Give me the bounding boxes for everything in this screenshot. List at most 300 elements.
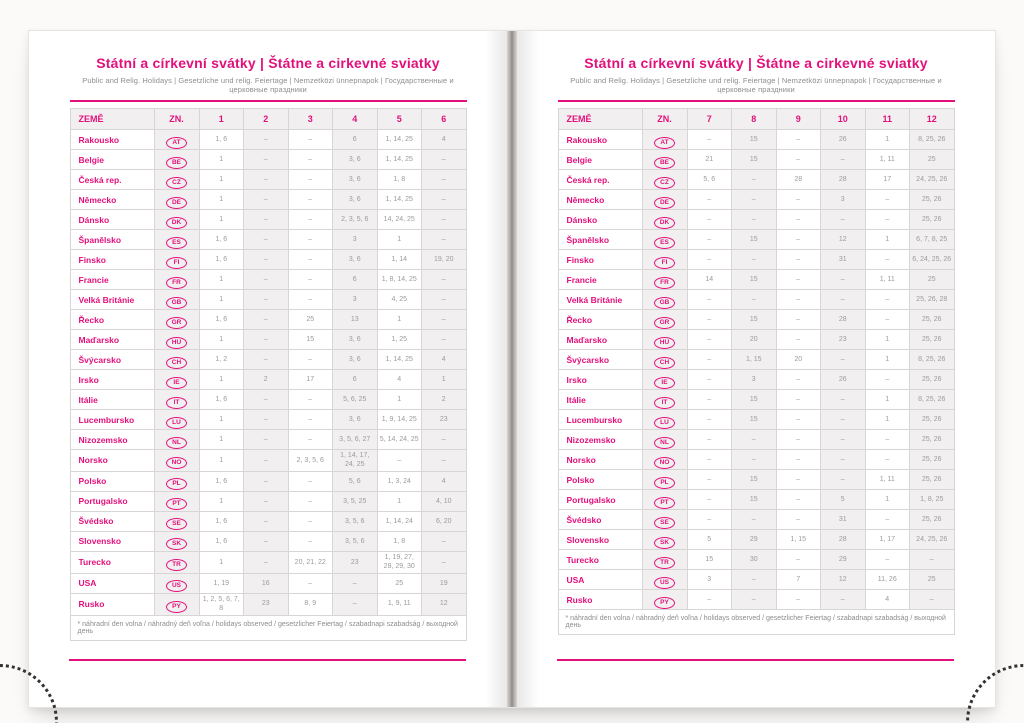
holiday-days-cell: – [687,430,732,450]
footnote-row [558,610,954,635]
holiday-days-cell: 25 [910,150,955,170]
holiday-days-cell: – [687,350,732,370]
holiday-days-cell: 1, 19, 27, 28, 29, 30 [377,551,422,573]
country-code-badge: GB [654,297,675,309]
holiday-days-cell: – [422,450,467,472]
holiday-days-cell: – [865,370,910,390]
code-cell [154,310,199,330]
country-cell: Řecko [558,310,642,330]
country-code-badge: US [166,580,187,592]
holiday-days-cell: – [732,590,777,610]
holiday-days-cell: 1, 14, 24 [377,511,422,531]
table-row [558,490,954,510]
code-cell [154,250,199,270]
country-code-badge: CZ [654,177,675,189]
holiday-days-cell: 15 [732,230,777,250]
holiday-days-cell: 4 [422,130,467,150]
country-code-badge: TR [654,557,675,569]
country-code-badge: BE [654,157,675,169]
table-row [70,310,466,330]
holiday-days-cell: 1, 6 [199,310,244,330]
table-row [558,270,954,290]
code-cell [154,531,199,551]
holiday-days-cell: – [244,511,289,531]
code-cell [642,270,687,290]
holiday-days-cell: – [821,290,866,310]
holiday-days-cell: – [687,210,732,230]
code-cell [642,190,687,210]
code-cell [642,350,687,370]
holiday-days-cell: 1, 6 [199,511,244,531]
country-cell: Řecko [70,310,154,330]
column-header: 5 [377,109,422,130]
table-row [70,410,466,430]
code-cell [642,390,687,410]
country-code-badge: NO [654,457,675,469]
holiday-days-cell: – [244,491,289,511]
country-code-badge: LU [654,417,675,429]
table-row [70,190,466,210]
table-row [70,511,466,531]
code-cell [154,390,199,410]
holiday-days-cell: 29 [732,530,777,550]
holiday-days-cell: – [776,190,821,210]
holiday-table [558,108,955,635]
holiday-days-cell: 1, 6 [199,390,244,410]
country-cell: Francie [70,270,154,290]
holiday-days-cell: – [288,471,333,491]
country-code-badge: SE [166,518,187,530]
code-cell [154,430,199,450]
country-cell: Belgie [70,150,154,170]
table-row [70,130,466,150]
holiday-days-cell: – [776,130,821,150]
holiday-days-cell: 8, 25, 26 [910,130,955,150]
table-row [70,270,466,290]
holiday-days-cell: 28 [821,530,866,550]
holiday-days-cell: 2 [422,390,467,410]
holiday-days-cell: 5, 6 [333,471,378,491]
holiday-days-cell: 6 [333,370,378,390]
holiday-days-cell: – [821,350,866,370]
country-cell: Rakousko [558,130,642,150]
holiday-days-cell: 6, 24, 25, 26 [910,250,955,270]
holiday-days-cell: – [244,230,289,250]
holiday-days-cell: 26 [821,130,866,150]
holiday-days-cell: – [821,590,866,610]
holiday-days-cell: 25, 26 [910,410,955,430]
country-code-badge: ES [654,237,675,249]
holiday-days-cell: 3 [333,230,378,250]
table-row [558,350,954,370]
table-row [70,150,466,170]
holiday-days-cell: – [821,390,866,410]
column-header: ZEMĚ [70,109,154,130]
country-code-badge: CH [654,357,675,369]
holiday-days-cell: – [288,130,333,150]
country-cell: Itálie [558,390,642,410]
holiday-days-cell: 1 [199,450,244,472]
country-code-badge: CZ [166,177,187,189]
holiday-days-cell: 2 [244,370,289,390]
holiday-days-cell: 28 [821,310,866,330]
code-cell [154,593,199,615]
holiday-days-cell: 11, 26 [865,570,910,590]
country-code-badge: IT [654,397,675,409]
holiday-days-cell: 25 [288,310,333,330]
table-row [558,230,954,250]
holiday-days-cell: – [687,250,732,270]
country-code-badge: GR [166,317,187,329]
holiday-days-cell: 25, 26 [910,330,955,350]
table-row [70,350,466,370]
code-cell [642,170,687,190]
holiday-days-cell: – [732,190,777,210]
country-code-badge: PT [654,497,675,509]
holiday-days-cell: – [687,470,732,490]
country-cell: Rakousko [70,130,154,150]
code-cell [642,590,687,610]
holiday-days-cell: – [776,310,821,330]
holiday-days-cell: – [244,270,289,290]
holiday-days-cell: 1 [377,491,422,511]
code-cell [154,370,199,390]
table-row [70,531,466,551]
holiday-days-cell: – [821,470,866,490]
holiday-days-cell: – [732,210,777,230]
holiday-days-cell: 25, 26 [910,430,955,450]
code-cell [154,471,199,491]
table-row [70,390,466,410]
holiday-days-cell: – [776,450,821,470]
country-code-badge: FI [166,257,187,269]
holiday-days-cell: – [821,430,866,450]
holiday-days-cell: 15 [687,550,732,570]
code-cell [642,330,687,350]
holiday-days-cell: 28 [821,170,866,190]
holiday-days-cell: 1 [199,410,244,430]
holiday-days-cell: – [288,573,333,593]
holiday-days-cell: 25 [910,570,955,590]
holiday-days-cell: – [244,130,289,150]
country-code-badge: PY [166,601,187,613]
holiday-days-cell: – [422,170,467,190]
table-row [70,330,466,350]
holiday-days-cell: – [687,190,732,210]
holiday-days-cell: 5, 6, 25 [333,390,378,410]
column-header: 1 [199,109,244,130]
page-subtitle: Public and Relig. Holidays | Gesetzliche und relig. Feiertage | Nemzetközi ünnepnapok | Государственные и церковные праздники [82,76,454,94]
page-right [517,31,995,707]
country-code-badge: PT [166,498,187,510]
holiday-days-cell: 1, 11 [865,270,910,290]
holiday-days-cell: 25, 26, 28 [910,290,955,310]
country-cell: Španělsko [558,230,642,250]
holiday-days-cell: 1, 14, 17, 24, 25 [333,450,378,472]
holiday-days-cell: – [244,290,289,310]
code-cell [642,150,687,170]
country-cell: USA [70,573,154,593]
country-code-badge: DK [166,217,187,229]
holiday-days-cell: 1, 15 [776,530,821,550]
page-bottom-rule [557,659,954,661]
holiday-days-cell: – [732,430,777,450]
page-subtitle: Public and Relig. Holidays | Gesetzliche und relig. Feiertage | Nemzetközi ünnepnapok | Государственные и церковные праздники [570,76,942,94]
code-cell [154,350,199,370]
holiday-days-cell: – [288,290,333,310]
holiday-days-cell: – [333,573,378,593]
code-cell [154,551,199,573]
country-cell: Irsko [558,370,642,390]
country-code-badge: FR [166,277,187,289]
country-cell: Belgie [558,150,642,170]
holiday-days-cell: – [687,410,732,430]
holiday-days-cell: 17 [288,370,333,390]
code-cell [154,210,199,230]
holiday-days-cell: 1, 8 [377,531,422,551]
holiday-days-cell: 1, 19 [199,573,244,593]
table-row [558,510,954,530]
holiday-days-cell: 1, 14 [377,250,422,270]
holiday-days-cell: – [422,310,467,330]
column-header: 8 [732,109,777,130]
holiday-days-cell: 8, 25, 26 [910,390,955,410]
holiday-days-cell: 15 [732,310,777,330]
holiday-days-cell: 1 [865,350,910,370]
page-bottom-rule [69,659,466,661]
holiday-days-cell: 25 [377,573,422,593]
holiday-days-cell: – [687,290,732,310]
holiday-days-cell: 8, 9 [288,593,333,615]
country-cell: Portugalsko [558,490,642,510]
holiday-days-cell: – [687,330,732,350]
holiday-days-cell: 12 [821,230,866,250]
holiday-days-cell: 1 [199,491,244,511]
code-cell [642,130,687,150]
table-row [70,593,466,615]
holiday-days-cell: – [288,531,333,551]
code-cell [154,511,199,531]
holiday-days-cell: – [865,210,910,230]
holiday-days-cell: – [244,390,289,410]
holiday-days-cell: – [244,150,289,170]
country-cell: Velká Británie [70,290,154,310]
holiday-days-cell: – [776,250,821,270]
holiday-days-cell: – [687,590,732,610]
table-row [70,471,466,491]
holiday-days-cell: – [821,150,866,170]
holiday-days-cell: 25 [910,270,955,290]
holiday-days-cell: – [776,150,821,170]
holiday-days-cell: – [865,550,910,570]
holiday-days-cell: 23 [422,410,467,430]
table-row [558,210,954,230]
country-cell: Polsko [558,470,642,490]
holiday-days-cell: – [732,450,777,470]
holiday-days-cell: – [821,270,866,290]
holiday-days-cell: – [776,390,821,410]
holiday-days-cell: 3, 5, 6 [333,531,378,551]
holiday-days-cell: 2, 3, 5, 6 [288,450,333,472]
holiday-days-cell: 1, 11 [865,470,910,490]
holiday-days-cell: 3 [333,290,378,310]
holiday-days-cell: 3, 6 [333,250,378,270]
holiday-days-cell: 1 [199,190,244,210]
holiday-days-cell: – [244,551,289,573]
holiday-days-cell: – [687,230,732,250]
holiday-days-cell: 25, 26 [910,510,955,530]
table-row [70,491,466,511]
holiday-days-cell: – [422,210,467,230]
page-title: Státní a církevní svátky | Štátne a cirkevné sviatky [584,55,928,71]
table-row [558,410,954,430]
holiday-days-cell: 1 [199,290,244,310]
holiday-days-cell: – [821,450,866,470]
country-cell: Francie [558,270,642,290]
holiday-days-cell: 7 [776,570,821,590]
code-cell [154,150,199,170]
holiday-days-cell: 1 [199,370,244,390]
country-cell: Norsko [558,450,642,470]
holiday-days-cell: 1 [199,210,244,230]
code-cell [154,330,199,350]
holiday-days-cell: 6, 7, 8, 25 [910,230,955,250]
holiday-days-cell: – [288,210,333,230]
holiday-days-cell: 1 [865,230,910,250]
holiday-days-cell: – [732,290,777,310]
code-cell [642,530,687,550]
country-cell: Maďarsko [70,330,154,350]
country-code-badge: ES [166,237,187,249]
country-code-badge: AT [166,137,187,149]
code-cell [154,450,199,472]
holiday-days-cell: 5 [687,530,732,550]
holiday-days-cell: – [821,210,866,230]
column-header: 3 [288,109,333,130]
holiday-days-cell: 1, 8, 25 [910,490,955,510]
holiday-days-cell: 1, 15 [732,350,777,370]
country-code-badge: AT [654,137,675,149]
country-cell: Turecko [558,550,642,570]
code-cell [154,130,199,150]
table-row [70,290,466,310]
holiday-days-cell: 1 [199,170,244,190]
holiday-days-cell: 3 [687,570,732,590]
code-cell [154,170,199,190]
table-row [558,370,954,390]
table-row [558,250,954,270]
book-spine [507,31,517,707]
country-cell: Lucembursko [70,410,154,430]
holiday-days-cell: 5, 14, 24, 25 [377,430,422,450]
country-cell: Portugalsko [70,491,154,511]
country-cell: Finsko [558,250,642,270]
table-row [558,430,954,450]
holiday-days-cell: 21 [687,150,732,170]
holiday-days-cell: 1, 25 [377,330,422,350]
code-cell [642,310,687,330]
table-row [70,551,466,573]
holiday-days-cell: 15 [732,130,777,150]
column-header: 4 [333,109,378,130]
country-code-badge: PY [654,597,675,609]
holiday-days-cell: 25, 26 [910,450,955,470]
country-code-badge: HU [166,337,187,349]
holiday-days-cell: 4 [377,370,422,390]
country-code-badge: CH [166,357,187,369]
country-cell: Slovensko [70,531,154,551]
holiday-days-cell: 1, 14, 25 [377,350,422,370]
table-row [558,130,954,150]
holiday-days-cell: – [910,550,955,570]
holiday-days-cell: 1 [422,370,467,390]
country-code-badge: HU [654,337,675,349]
holiday-days-cell: – [776,590,821,610]
holiday-days-cell: 3, 5, 6 [333,511,378,531]
footnote-text: * náhradní den volna / náhradný deň voľna / holidays observed / gesetzlicher Feiertag / szabadnapi szabadság / выходной день [558,610,954,635]
holiday-days-cell: – [687,390,732,410]
country-code-badge: SK [654,537,675,549]
holiday-days-cell: 1, 17 [865,530,910,550]
holiday-days-cell: 31 [821,250,866,270]
holiday-days-cell: – [288,410,333,430]
country-cell: Německo [70,190,154,210]
table-row [558,310,954,330]
country-cell: Španělsko [70,230,154,250]
holiday-days-cell: – [333,593,378,615]
code-cell [642,510,687,530]
holiday-days-cell: 4, 10 [422,491,467,511]
holiday-days-cell: – [865,250,910,270]
holiday-days-cell: – [776,210,821,230]
country-cell: Rusko [558,590,642,610]
holiday-days-cell: 1, 2 [199,350,244,370]
holiday-days-cell: – [244,190,289,210]
holiday-days-cell: 14, 24, 25 [377,210,422,230]
holiday-days-cell: 16 [244,573,289,593]
table-row [70,210,466,230]
holiday-days-cell: – [776,290,821,310]
holiday-days-cell: – [865,510,910,530]
holiday-days-cell: 20, 21, 22 [288,551,333,573]
holiday-days-cell: 5 [821,490,866,510]
holiday-days-cell: 23 [244,593,289,615]
country-code-badge: GB [166,297,187,309]
holiday-days-cell: – [288,491,333,511]
country-cell: Česká rep. [558,170,642,190]
holiday-days-cell: 3, 5, 25 [333,491,378,511]
holiday-days-cell: 6 [333,270,378,290]
holiday-days-cell: – [687,130,732,150]
country-cell: Švédsko [70,511,154,531]
holiday-days-cell: 29 [821,550,866,570]
holiday-days-cell: 1 [377,390,422,410]
code-cell [642,250,687,270]
country-cell: Dánsko [70,210,154,230]
holiday-days-cell: – [422,430,467,450]
country-code-badge: SK [166,538,187,550]
country-cell: USA [558,570,642,590]
holiday-days-cell: 1, 6 [199,130,244,150]
column-header: 11 [865,109,910,130]
holiday-days-cell: 1, 14, 25 [377,130,422,150]
holiday-days-cell: 30 [732,550,777,570]
holiday-days-cell: 20 [732,330,777,350]
table-row [70,250,466,270]
holiday-days-cell: 24, 25, 26 [910,170,955,190]
holiday-days-cell: 1, 6 [199,230,244,250]
holiday-days-cell: 6, 20 [422,511,467,531]
